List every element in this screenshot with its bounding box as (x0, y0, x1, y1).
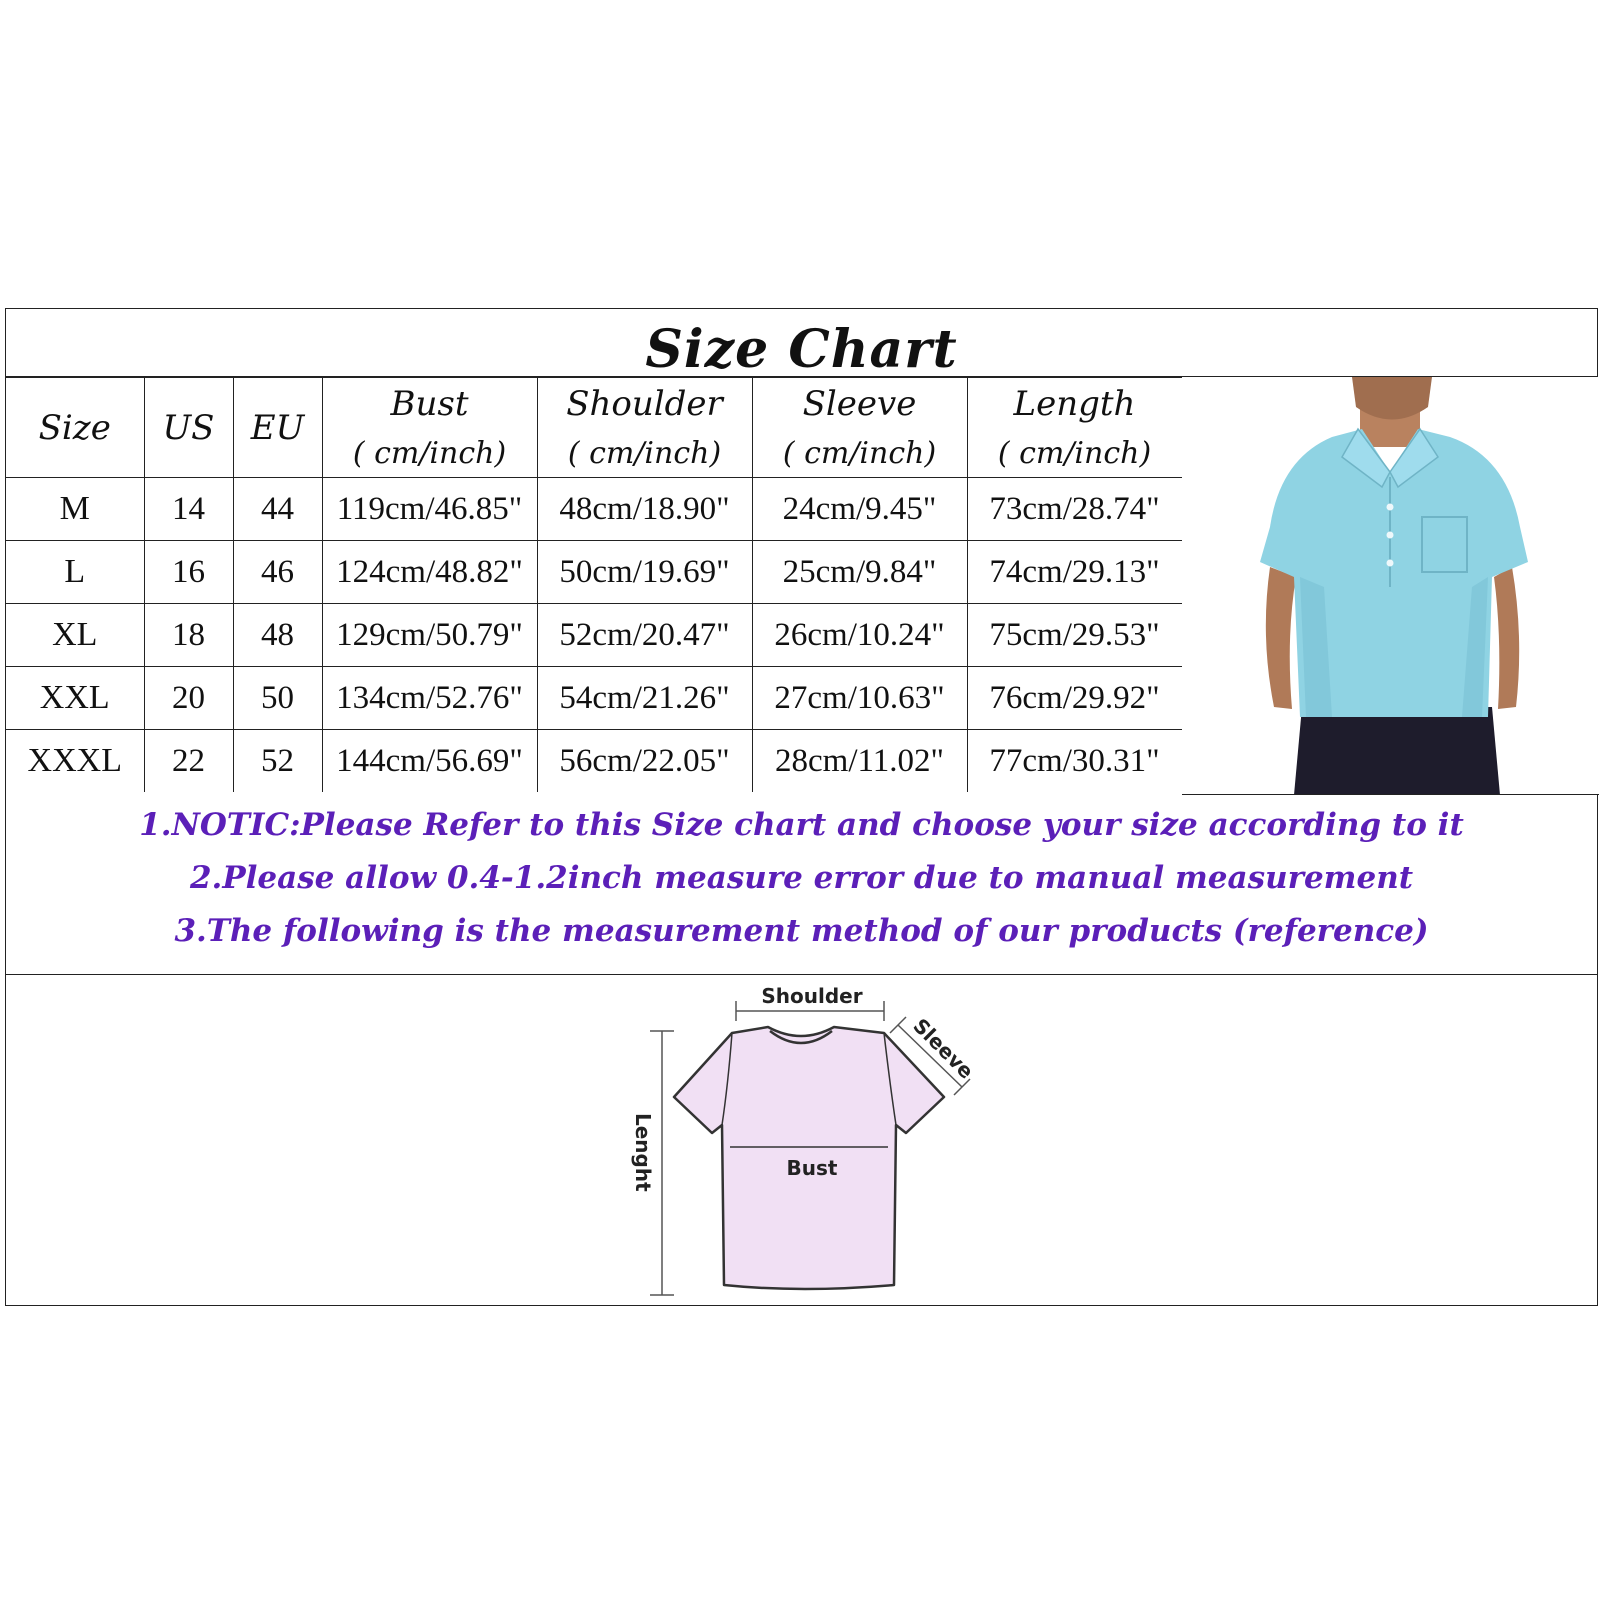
product-photo (1182, 377, 1599, 795)
size-chart-frame (5, 308, 1598, 1306)
bust-label: Bust (786, 1156, 838, 1180)
table-row (6, 667, 1182, 730)
title-row (6, 309, 1597, 380)
cell-us: 22 (144, 730, 233, 793)
header-eu: EU (233, 378, 322, 478)
cell-length: 73cm/28.74" (967, 478, 1182, 541)
cell-sleeve: 26cm/10.24" (752, 604, 967, 667)
cell-sleeve: 28cm/11.02" (752, 730, 967, 793)
table-row (6, 541, 1182, 604)
cell-sleeve: 27cm/10.63" (752, 667, 967, 730)
cell-length: 75cm/29.53" (967, 604, 1182, 667)
cell-shoulder: 48cm/18.90" (537, 478, 752, 541)
note-line: 2.Please allow 0.4-1.2inch measure error due to manual measurement (189, 860, 1414, 896)
cell-bust: 124cm/48.82" (322, 541, 537, 604)
header-length: Length (967, 378, 1182, 430)
cell-us: 16 (144, 541, 233, 604)
shirt-button (1387, 504, 1394, 511)
chart-title: Size Chart (645, 319, 958, 380)
cell-size: XXL (6, 667, 144, 730)
length-label: Lenght (631, 1113, 655, 1192)
cell-shoulder: 56cm/22.05" (537, 730, 752, 793)
man-in-shirt-illustration (1182, 377, 1599, 795)
note-line: 3.The following is the measurement method of our products (reference) (174, 913, 1429, 949)
cell-eu: 50 (233, 667, 322, 730)
size-table (6, 377, 1183, 792)
header-bust-unit: ( cm/inch) (322, 430, 537, 478)
measurement-diagram (6, 975, 1597, 1305)
table-row (6, 478, 1182, 541)
shoulder-label: Shoulder (761, 984, 863, 1008)
cell-size: XL (6, 604, 144, 667)
shirt-button (1387, 560, 1394, 567)
cell-eu: 48 (233, 604, 322, 667)
cell-eu: 44 (233, 478, 322, 541)
cell-length: 74cm/29.13" (967, 541, 1182, 604)
cell-sleeve: 24cm/9.45" (752, 478, 967, 541)
table-row (6, 604, 1182, 667)
header-shoulder-unit: ( cm/inch) (537, 430, 752, 478)
cell-shoulder: 50cm/19.69" (537, 541, 752, 604)
table-row (6, 730, 1182, 793)
header-length-unit: ( cm/inch) (967, 430, 1182, 478)
cell-sleeve: 25cm/9.84" (752, 541, 967, 604)
cell-us: 20 (144, 667, 233, 730)
note-line: 1.NOTIC:Please Refer to this Size chart and choose your size according to it (139, 807, 1464, 843)
shirt-button (1387, 532, 1394, 539)
tshirt-measure-illustration (6, 975, 1599, 1305)
header-bust: Bust (322, 378, 537, 430)
cell-us: 18 (144, 604, 233, 667)
notes-section (6, 795, 1597, 975)
header-sleeve: Sleeve (752, 378, 967, 430)
header-size: Size (6, 378, 144, 478)
header-shoulder: Shoulder (537, 378, 752, 430)
cell-eu: 52 (233, 730, 322, 793)
cell-bust: 144cm/56.69" (322, 730, 537, 793)
cell-eu: 46 (233, 541, 322, 604)
cell-us: 14 (144, 478, 233, 541)
cell-length: 77cm/30.31" (967, 730, 1182, 793)
cell-size: XXXL (6, 730, 144, 793)
cell-size: M (6, 478, 144, 541)
header-us: US (144, 378, 233, 478)
cell-length: 76cm/29.92" (967, 667, 1182, 730)
cell-shoulder: 52cm/20.47" (537, 604, 752, 667)
header-sleeve-unit: ( cm/inch) (752, 430, 967, 478)
sleeve-label: Sleeve (908, 1013, 979, 1084)
cell-shoulder: 54cm/21.26" (537, 667, 752, 730)
cell-bust: 129cm/50.79" (322, 604, 537, 667)
cell-bust: 119cm/46.85" (322, 478, 537, 541)
cell-bust: 134cm/52.76" (322, 667, 537, 730)
cell-size: L (6, 541, 144, 604)
